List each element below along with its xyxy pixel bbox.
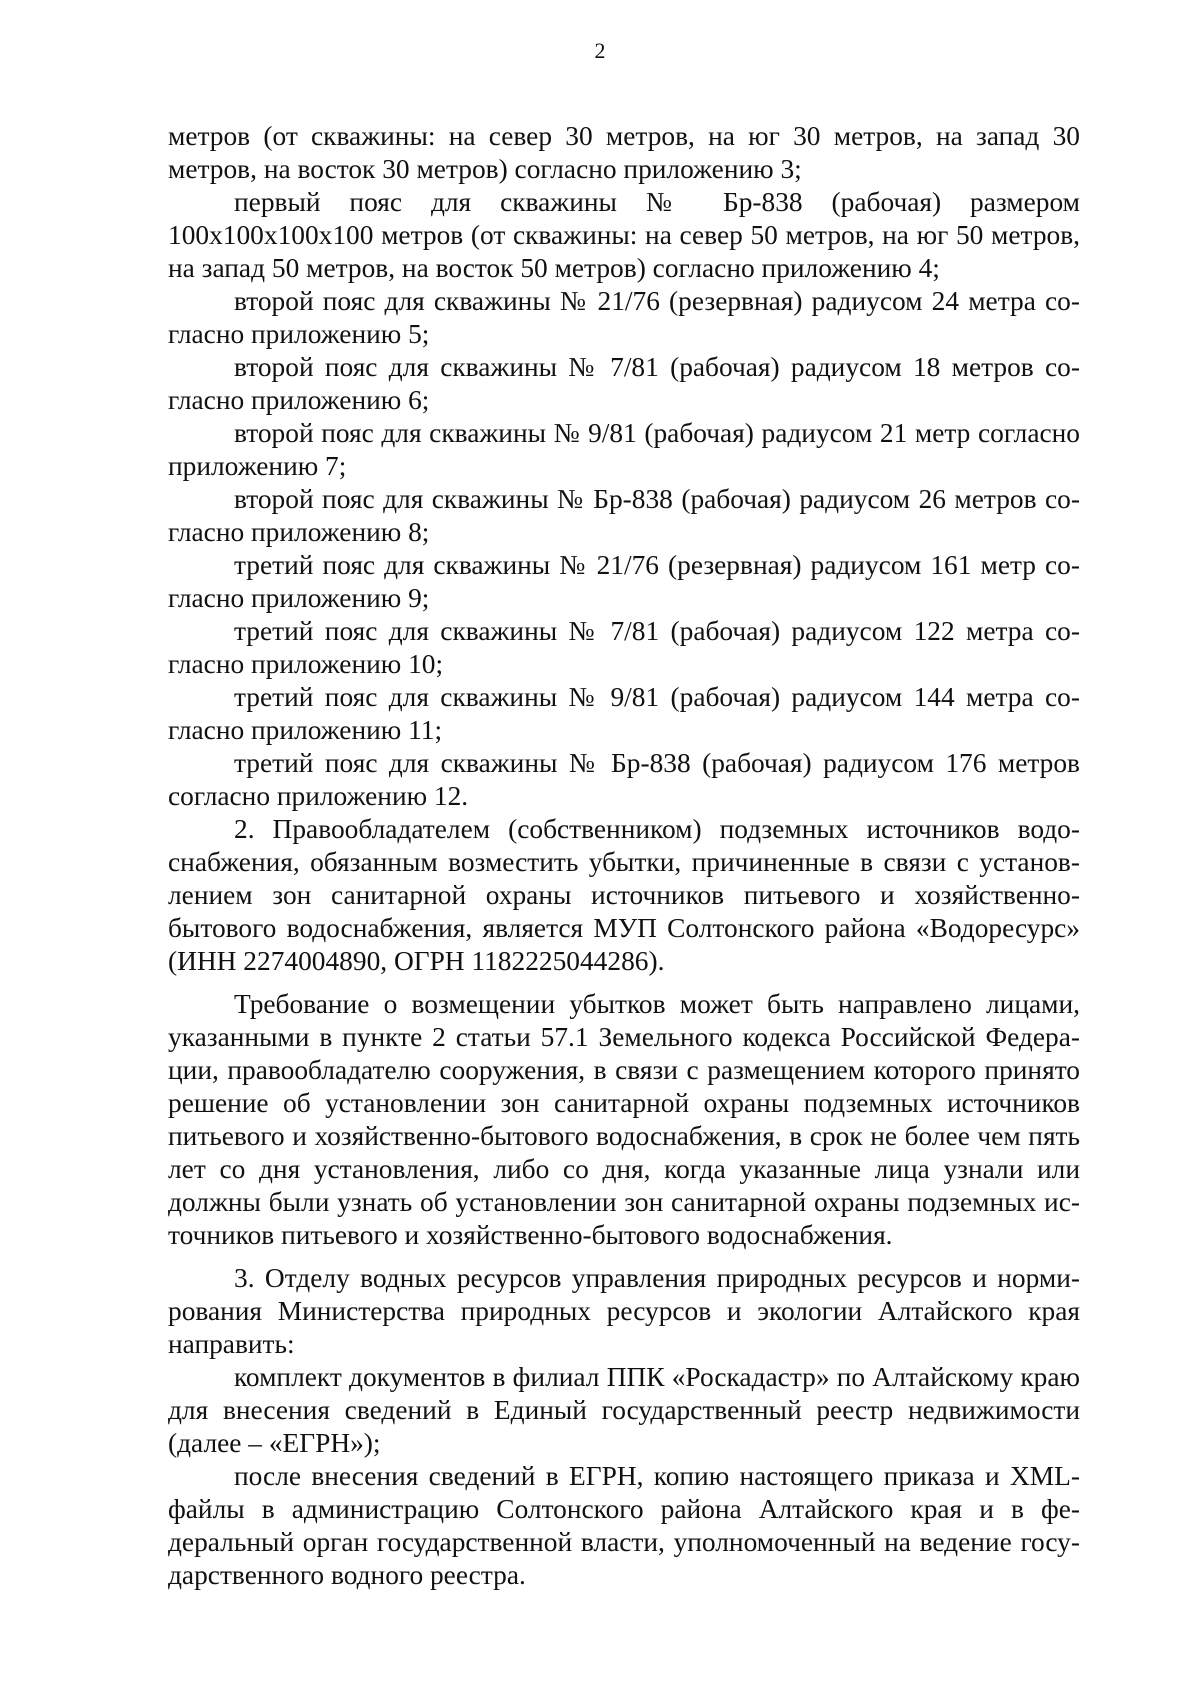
paragraph-zone-2-9-81: второй пояс для скважины № 9/81 (рабочая) радиусом 21 метр согласно приложению 7; <box>168 418 1080 481</box>
paragraph-section-2: 2. Правообладателем (собственником) подземных источников водоснабжения, обязанным возместить убытки, причиненные в связи с установлением зон санитарной охраны источников питьевого и хозяйственно-бытового водоснабжения, является МУП Солтонского района «Водоресурс» (ИНН 2274004890, ОГРН 1182225044286). <box>168 814 1080 976</box>
paragraph-zone-2-br838: второй пояс для скважины № Бр-838 (рабочая) радиусом 26 метров согласно приложению 8; <box>168 484 1080 547</box>
paragraph-zone-3-9-81: третий пояс для скважины № 9/81 (рабочая) радиусом 144 метра согласно приложению 11; <box>168 682 1080 745</box>
paragraph-xml-distribution: после внесения сведений в ЕГРН, копию настоящего приказа и XML-файлы в администрацию Солтонского района Алтайского края и в федеральный орган государственной власти, уполномоченный на ведение государственного водного реестра. <box>168 1461 1080 1590</box>
paragraph-zone-3-21-76: третий пояс для скважины № 21/76 (резервная) радиусом 161 метр согласно приложению 9; <box>168 550 1080 613</box>
paragraph-section-3: 3. Отделу водных ресурсов управления природных ресурсов и нормирования Министерства природных ресурсов и экологии Алтайского края направить: <box>168 1263 1080 1359</box>
paragraph-zone-2-21-76: второй пояс для скважины № 21/76 (резервная) радиусом 24 метра согласно приложению 5; <box>168 286 1080 349</box>
paragraph-compensation-claim: Требование о возмещении убытков может быть направлено лицами, указанными в пункте 2 статьи 57.1 Земельного кодекса Российской Федерации, правообладателю сооружения, в связи с размещением которого принято решение об установлении зон санитарной охраны подземных источников питьевого и хозяйственно-бытового водоснабжения, в срок не более чем пять лет со дня установления, либо со дня, когда указанные лица узнали или должны были узнать об установлении зон санитарной охраны подземных источников питьевого и хозяйственно-бытового водоснабжения. <box>168 989 1080 1250</box>
paragraph-continuation: метров (от скважины: на север 30 метров, на юг 30 метров, на запад 30 метров, на восток 30 метров) согласно приложению 3; <box>168 121 1080 184</box>
paragraph-zone-3-br838: третий пояс для скважины № Бр-838 (рабочая) радиусом 176 метров согласно приложению 12. <box>168 748 1080 811</box>
page-number: 2 <box>594 38 606 63</box>
paragraph-zone-1-br838: первый пояс для скважины № Бр-838 (рабочая) размером 100х100х100х100 метров (от скважины: на север 50 метров, на юг 50 метров, на запад 50 метров, на восток 50 метров) согласно приложению 4; <box>168 187 1080 283</box>
paragraph-zone-3-7-81: третий пояс для скважины № 7/81 (рабочая) радиусом 122 метра согласно приложению 10; <box>168 616 1080 679</box>
paragraph-zone-2-7-81: второй пояс для скважины № 7/81 (рабочая) радиусом 18 метров согласно приложению 6; <box>168 352 1080 415</box>
document-body <box>168 120 1080 1592</box>
paragraph-egrn-submission: комплект документов в филиал ППК «Роскадастр» по Алтайскому краю для внесения сведений в Единый государственный реестр недвижимости (далее – «ЕГРН»); <box>168 1362 1080 1458</box>
